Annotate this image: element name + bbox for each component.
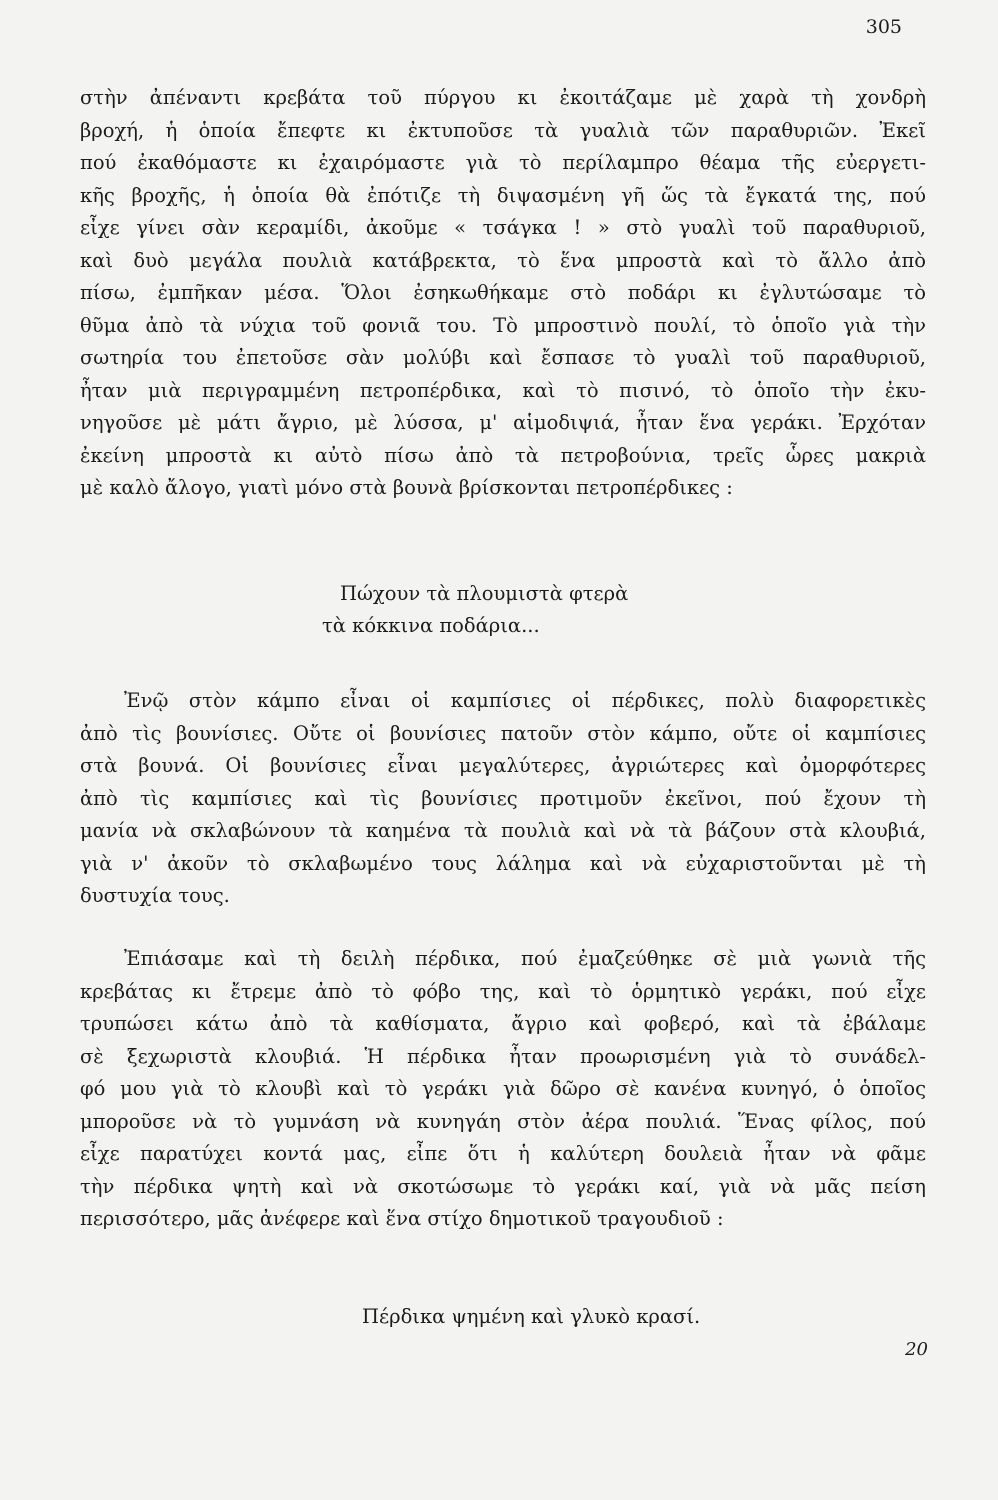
text-line: μὲ καλὸ ἄλογο, γιατὶ μόνο στὰ βουνὰ βρίσκονται πετροπέρδικες : xyxy=(80,476,733,499)
text-line: μποροῦσε νὰ τὸ γυμνάση νὰ κυνηγάη στὸν ἀέρα πουλιά. Ἕνας φίλος, πού xyxy=(80,1109,926,1133)
text-line: νηγοῦσε μὲ μάτι ἄγριο, μὲ λύσσα, μ' αἱμοδιψιά, ἦταν ἕνα γεράκι. Ἐρχόταν xyxy=(80,411,926,434)
page-number: 305 xyxy=(865,16,902,38)
text-line: σωτηρία του ἐπετοῦσε σὰν μολύβι καὶ ἔσπασε τὸ γυαλὶ τοῦ παραθυριοῦ, xyxy=(80,346,926,369)
text-line: φό μου γιὰ τὸ κλουβὶ καὶ τὸ γεράκι γιὰ δῶρο σὲ κανένα κυνηγό, ὁ ὁποῖος xyxy=(80,1077,926,1100)
text-line: τὴν πέρδικα ψητὴ καὶ νὰ σκοτώσωμε τὸ γεράκι καί, γιὰ νὰ μᾶς πείση xyxy=(80,1174,926,1198)
text-line: εἶχε παρατύχει κοντά μας, εἶπε ὅτι ἡ καλύτερη δουλειὰ ἦταν νὰ φᾶμε xyxy=(80,1142,926,1165)
paragraph-2 xyxy=(80,685,926,913)
verse-line: Πώχουν τὰ πλουμιστὰ φτερὰ xyxy=(340,582,629,605)
text-line: Ἐπιάσαμε καὶ τὴ δειλὴ πέρδικα, πού ἐμαζεύθηκε σὲ μιὰ γωνιὰ τῆς xyxy=(124,947,926,970)
text-line: πού ἐκαθόμαστε κι ἐχαιρόμαστε γιὰ τὸ περίλαμπρο θέαμα τῆς εὐεργετι- xyxy=(80,151,926,174)
text-line: ἐκείνη μπροστὰ κι αὐτὸ πίσω ἀπὸ τὰ πετροβούνια, τρεῖς ὧρες μακριὰ xyxy=(80,443,926,467)
verse-quote-2: Πέρδικα ψημένη καὶ γλυκὸ κρασί. xyxy=(362,1305,701,1328)
text-line: κῆς βροχῆς, ἡ ὁποία θὰ ἐπότιζε τὴ διψασμένη γῆ ὥς τὰ ἔγκατά της, πού xyxy=(80,183,926,207)
text-line: περισσότερο, μᾶς ἀνέφερε καὶ ἕνα στίχο δημοτικοῦ τραγουδιοῦ : xyxy=(80,1207,724,1230)
text-line: στὴν ἀπέναντι κρεβάτα τοῦ πύργου κι ἐκοιτάζαμε μὲ χαρὰ τὴ χονδρὴ xyxy=(80,86,926,109)
text-line: θῦμα ἀπὸ τὰ νύχια τοῦ φονιᾶ του. Τὸ μπροστινὸ πουλί, τὸ ὁποῖο γιὰ τὴν xyxy=(80,313,926,337)
text-line: γιὰ ν' ἀκοῦν τὸ σκλαβωμένο τους λάλημα καὶ νὰ εὐχαριστοῦνται μὲ τὴ xyxy=(80,851,926,875)
text-line: στὰ βουνά. Οἱ βουνίσιες εἶναι μεγαλύτερες, ἀγριώτερες καὶ ὀμορφότερες xyxy=(80,754,926,777)
text-line: μανία νὰ σκλαβώνουν τὰ καημένα τὰ πουλιὰ καὶ νὰ τὰ βάζουν στὰ κλουβιά, xyxy=(80,819,926,842)
text-line: τρυπώσει κάτω ἀπὸ τὰ καθίσματα, ἄγριο καὶ φοβερό, καὶ τὰ ἐβάλαμε xyxy=(80,1012,926,1035)
signature-mark: 20 xyxy=(905,1339,928,1360)
text-line: ἀπὸ τὶς καμπίσιες καὶ τὶς βουνίσιες προτιμοῦν ἐκεῖνοι, πού ἔχουν τὴ xyxy=(80,786,926,810)
text-line: σὲ ξεχωριστὰ κλουβιά. Ἡ πέρδικα ἦταν προωρισμένη γιὰ τὸ συνάδελ- xyxy=(80,1044,926,1068)
text-line: πίσω, ἐμπῆκαν μέσα. Ὅλοι ἐσηκωθήκαμε στὸ ποδάρι κι ἐγλυτώσαμε τὸ xyxy=(80,281,926,304)
text-line: Ἐνῷ στὸν κάμπο εἶναι οἱ καμπίσιες οἱ πέρδικες, πολὺ διαφορετικὲς xyxy=(124,689,926,712)
text-line: εἶχε γίνει σὰν κεραμίδι, ἀκοῦμε « τσάγκα ! » στὸ γυαλὶ τοῦ παραθυριοῦ, xyxy=(80,216,926,239)
text-line: ἦταν μιὰ περιγραμμένη πετροπέρδικα, καὶ τὸ πισινό, τὸ ὁποῖο τὴν ἐκυ- xyxy=(80,378,926,402)
paragraph-3 xyxy=(80,943,926,1236)
text-line: δυστυχία τους. xyxy=(80,884,230,907)
verse-line: τὰ κόκκινα ποδάρια... xyxy=(322,614,540,637)
text-line: ἀπὸ τὶς βουνίσιες. Οὔτε οἱ βουνίσιες πατοῦν στὸν κάμπο, οὔτε οἱ καμπίσιες xyxy=(80,721,926,745)
paragraph-1 xyxy=(80,82,926,505)
text-line: καὶ δυὸ μεγάλα πουλιὰ κατάβρεκτα, τὸ ἕνα μπροστὰ καὶ τὸ ἄλλο ἀπὸ xyxy=(80,248,926,272)
text-line: κρεβάτας κι ἔτρεμε ἀπὸ τὸ φόβο της, καὶ τὸ ὁρμητικὸ γεράκι, πού εἶχε xyxy=(80,979,926,1003)
text-line: βροχή, ἡ ὁποία ἔπεφτε κι ἐκτυποῦσε τὰ γυαλιὰ τῶν παραθυριῶν. Ἐκεῖ xyxy=(80,118,926,142)
